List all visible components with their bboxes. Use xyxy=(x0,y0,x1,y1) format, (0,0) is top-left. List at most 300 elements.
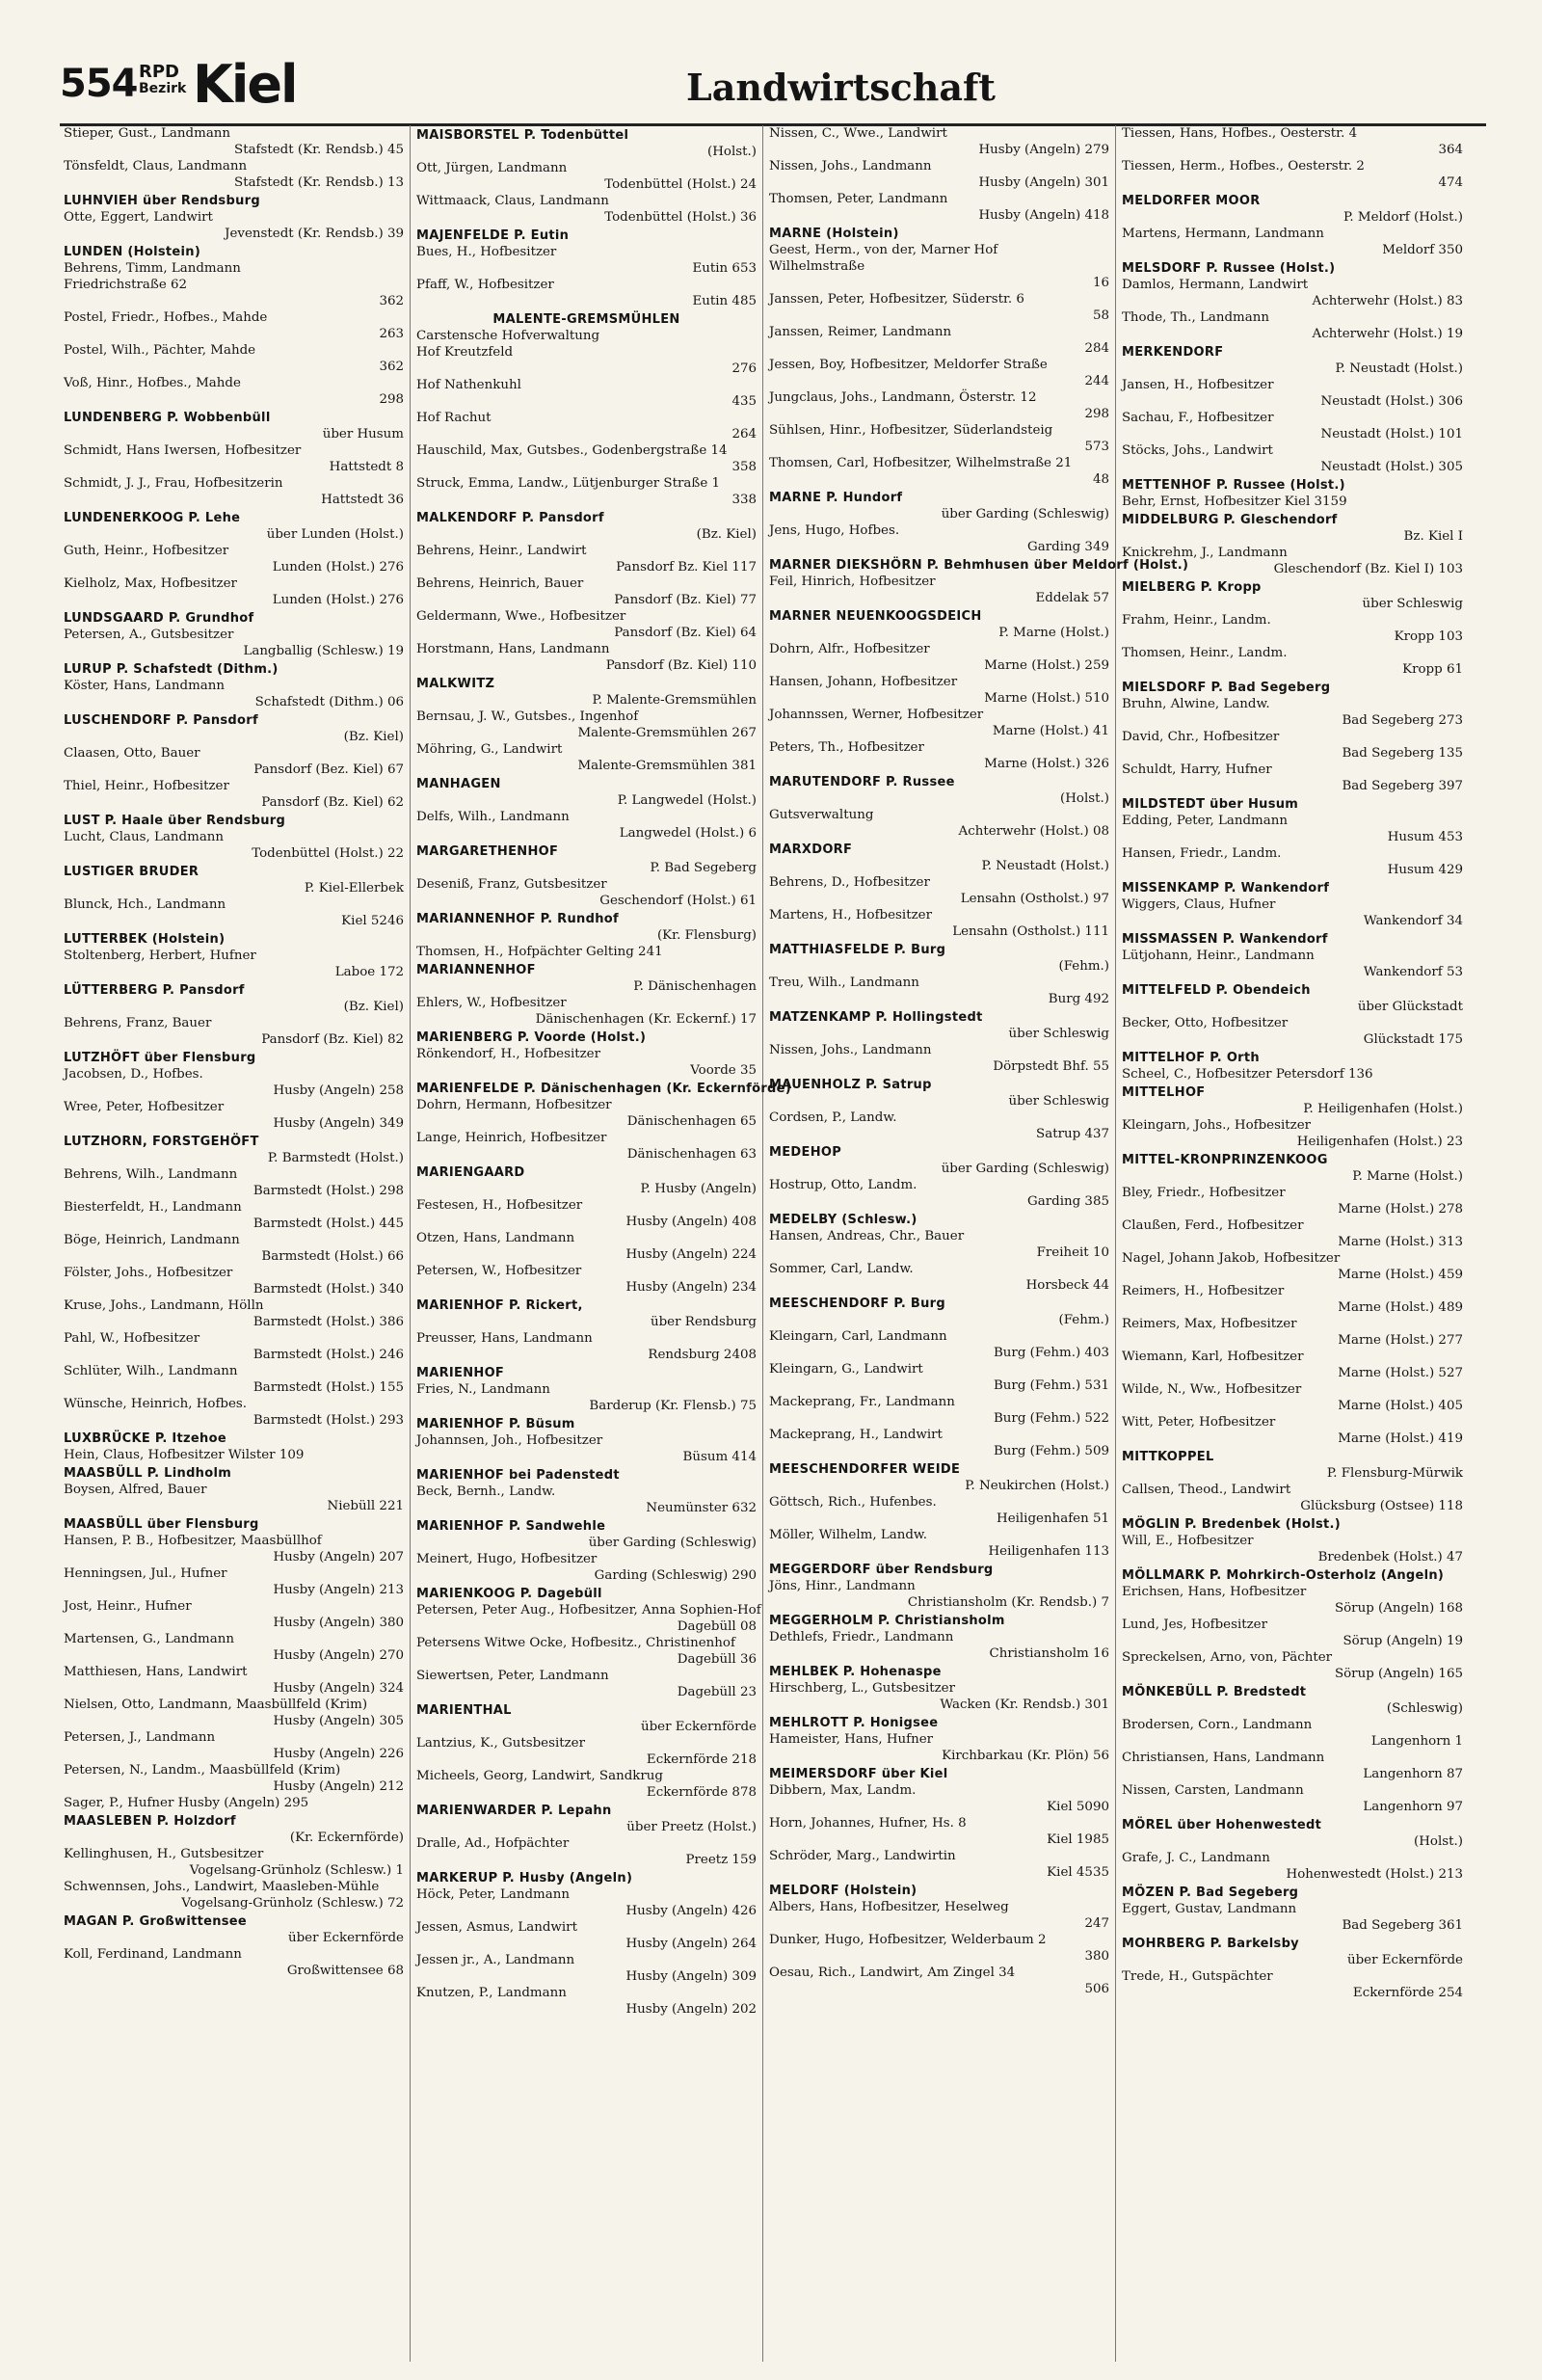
place-heading xyxy=(416,1416,757,1432)
place-name: LUNDENERKOOG P. Lehe xyxy=(64,511,241,525)
directory-entry xyxy=(1122,1117,1463,1134)
entry-location-phone: Pansdorf (Bez. Kiel) 67 xyxy=(253,762,404,777)
directory-entry xyxy=(64,1746,404,1762)
place-name: MARUTENDORF P. Russee xyxy=(769,775,955,789)
directory-entry xyxy=(769,1394,1109,1410)
entry-location-phone: 474 xyxy=(1438,175,1463,190)
entry-location-phone: P. Neustadt (Holst.) xyxy=(1335,361,1463,376)
directory-entry xyxy=(769,125,1109,142)
entry-name: Feil, Hinrich, Hofbesitzer xyxy=(769,575,936,589)
place-heading xyxy=(769,490,1109,506)
place-name: MALENTE-GREMSMÜHLEN xyxy=(492,312,680,327)
entry-name: Stoltenberg, Herbert, Hufner xyxy=(64,949,256,963)
entry-location-phone: Stafstedt (Kr. Rendsb.) 45 xyxy=(234,143,404,157)
directory-entry xyxy=(769,690,1109,707)
directory-column-2 xyxy=(411,125,791,2362)
entry-location-phone: Husby (Angeln) 234 xyxy=(625,1280,757,1295)
entry-location-phone: Kropp 61 xyxy=(1402,662,1463,677)
directory-entry xyxy=(64,1396,404,1412)
entry-location-phone: Barmstedt (Holst.) 445 xyxy=(253,1217,404,1231)
entry-location-phone: Marne (Holst.) 313 xyxy=(1338,1235,1463,1249)
place-name: MARNER NEUENKOOGSDEICH xyxy=(769,609,982,624)
entry-location-phone: P. Langwedel (Holst.) xyxy=(617,793,757,808)
directory-entry xyxy=(64,694,404,710)
directory-entry xyxy=(64,142,404,158)
entry-location-phone: 380 xyxy=(1084,1949,1109,1964)
entry-name: Grafe, J. C., Landmann xyxy=(1122,1851,1270,1865)
directory-entry xyxy=(64,459,404,475)
place-heading xyxy=(1122,680,1463,696)
entry-location-phone: über Rendsburg xyxy=(650,1315,757,1329)
place-heading xyxy=(769,608,1109,625)
directory-entry xyxy=(416,1903,757,1919)
directory-entry xyxy=(769,657,1109,674)
entry-location-phone: Husum 429 xyxy=(1387,863,1463,877)
place-name: MÖREL über Hohenwestedt xyxy=(1122,1818,1322,1832)
entry-location-phone: Wacken (Kr. Rendsb.) 301 xyxy=(940,1698,1109,1712)
directory-columns xyxy=(58,125,1494,2362)
directory-entry xyxy=(769,707,1109,723)
directory-entry xyxy=(416,1768,757,1784)
directory-entry xyxy=(1122,1766,1463,1782)
place-name: MARIANNENHOF xyxy=(416,963,536,977)
place-heading xyxy=(416,676,757,692)
place-name: MARGARETHENHOF xyxy=(416,844,559,859)
directory-entry xyxy=(1122,813,1463,829)
directory-entry xyxy=(769,975,1109,1007)
entry-location-phone: Todenbüttel (Holst.) 36 xyxy=(604,210,757,225)
entry-location-phone: 358 xyxy=(731,460,757,474)
entry-name: Hauschild, Max, Gutsbes., Godenbergstraße 14 xyxy=(416,443,728,458)
directory-entry xyxy=(416,1197,757,1214)
directory-entry xyxy=(769,1377,1109,1394)
place-heading xyxy=(64,1913,404,1930)
entry-location-phone: über Lunden (Holst.) xyxy=(266,527,404,542)
entry-name: Schlüter, Wilh., Landmann xyxy=(64,1364,238,1378)
directory-entry xyxy=(1122,1985,1463,2001)
directory-entry xyxy=(416,1181,757,1197)
directory-entry xyxy=(1122,964,1463,980)
place-name: MIELBERG P. Kropp xyxy=(1122,580,1262,595)
directory-entry xyxy=(769,958,1109,975)
place-heading xyxy=(64,244,404,260)
place-heading xyxy=(769,1009,1109,1026)
place-heading xyxy=(416,311,757,328)
directory-entry xyxy=(416,344,757,377)
directory-entry xyxy=(416,1347,757,1363)
entry-name: Jungclaus, Johs., Landmann, Österstr. 12 xyxy=(769,390,1037,405)
directory-entry xyxy=(769,1511,1109,1527)
directory-entry xyxy=(416,725,757,741)
entry-name: Kleingarn, G., Landwirt xyxy=(769,1362,923,1377)
directory-entry xyxy=(416,442,757,475)
directory-entry xyxy=(1122,393,1463,410)
entry-name: Schuldt, Harry, Hufner xyxy=(1122,762,1272,777)
entry-name: Petersen, N., Landm., Maasbüllfeld (Krim) xyxy=(64,1763,341,1778)
entry-name: Matthiesen, Hans, Landwirt xyxy=(64,1665,248,1679)
entry-name: Horstmann, Hans, Landmann xyxy=(416,642,610,656)
entry-name: Thomsen, Carl, Hofbesitzer, Wilhelmstraße 21 xyxy=(769,456,1073,470)
directory-entry xyxy=(1122,1185,1463,1201)
place-heading xyxy=(64,1431,404,1447)
entry-location-phone: P. Neustadt (Holst.) xyxy=(981,859,1109,873)
place-heading xyxy=(64,712,404,729)
directory-entry xyxy=(64,794,404,811)
entry-location-phone: Marne (Holst.) 459 xyxy=(1338,1268,1463,1282)
place-name: LUST P. Haale über Rendsburg xyxy=(64,814,286,828)
place-name: MARIENHOF P. Büsum xyxy=(416,1417,575,1431)
place-name: MEGGERHOLM P. Christiansholm xyxy=(769,1614,1005,1628)
directory-entry xyxy=(1122,1316,1463,1332)
place-name: MARIENWARDER P. Lepahn xyxy=(416,1804,612,1818)
entry-location-phone: über Eckernförde xyxy=(640,1720,757,1734)
entry-name: Höck, Peter, Landmann xyxy=(416,1887,570,1902)
entry-location-phone: Sörup (Angeln) 165 xyxy=(1334,1667,1463,1681)
entry-name: Möhring, G., Landwirt xyxy=(416,742,563,757)
directory-column-4 xyxy=(1116,125,1469,2362)
place-name: MITTELHOF P. Orth xyxy=(1122,1051,1260,1065)
directory-entry xyxy=(64,1379,404,1396)
entry-name: Gutsverwaltung xyxy=(769,808,874,822)
directory-entry xyxy=(769,823,1109,840)
entry-location-phone: 58 xyxy=(1092,308,1109,323)
entry-location-phone: Burg (Fehm.) 531 xyxy=(993,1378,1109,1393)
entry-location-phone: Lunden (Holst.) 276 xyxy=(272,593,404,607)
entry-location-phone: 244 xyxy=(1084,374,1109,388)
directory-entry xyxy=(416,410,757,442)
entry-location-phone: Malente-Gremsmühlen 381 xyxy=(577,759,757,773)
entry-location-phone: Christiansholm 16 xyxy=(989,1646,1109,1661)
entry-name: Deseniß, Franz, Gutsbesitzer xyxy=(416,877,607,892)
directory-entry xyxy=(769,258,1109,291)
entry-location-phone: Husby (Angeln) 324 xyxy=(273,1681,404,1696)
directory-entry xyxy=(769,242,1109,258)
entry-name: Wünsche, Heinrich, Hofbes. xyxy=(64,1397,248,1411)
directory-entry xyxy=(64,1066,404,1083)
entry-name: Hein, Claus, Hofbesitzer Wilster 109 xyxy=(64,1448,305,1462)
entry-name: Pahl, W., Hofbesitzer xyxy=(64,1331,200,1346)
directory-entry xyxy=(64,1729,404,1746)
entry-location-phone: Achterwehr (Holst.) 08 xyxy=(958,824,1109,839)
directory-entry xyxy=(416,1784,757,1801)
directory-entry xyxy=(1122,1917,1463,1934)
directory-entry xyxy=(1122,712,1463,729)
entry-location-phone: Wankendorf 34 xyxy=(1363,914,1463,928)
directory-entry xyxy=(1122,158,1463,191)
entry-location-phone: P. Malente-Gremsmühlen xyxy=(592,693,757,708)
directory-entry xyxy=(416,1449,757,1465)
directory-entry xyxy=(769,422,1109,455)
entry-location-phone: P. Meldorf (Holst.) xyxy=(1343,210,1463,225)
entry-name: Tönsfeldt, Claus, Landmann xyxy=(64,159,248,174)
place-name: LUTZHÖFT über Flensburg xyxy=(64,1051,256,1065)
directory-entry xyxy=(64,845,404,862)
directory-entry xyxy=(1122,1031,1463,1048)
place-heading xyxy=(416,1702,757,1719)
directory-entry xyxy=(1122,1134,1463,1150)
entry-location-phone: Pansdorf Bz. Kiel 117 xyxy=(616,560,757,575)
entry-name: Witt, Peter, Hofbesitzer xyxy=(1122,1415,1276,1430)
entry-name: Oesau, Rich., Landwirt, Am Zingel 34 xyxy=(769,1966,1016,1980)
bezirk-label: Bezirk xyxy=(139,81,187,96)
entry-name: Lange, Heinrich, Hofbesitzer xyxy=(416,1131,607,1145)
place-heading xyxy=(1122,477,1463,494)
place-heading xyxy=(1122,1152,1463,1168)
entry-location-phone: 247 xyxy=(1084,1916,1109,1931)
directory-entry xyxy=(64,492,404,508)
directory-entry xyxy=(1122,1968,1463,1985)
directory-entry xyxy=(416,1852,757,1868)
entry-name: Schmidt, J. J., Frau, Hofbesitzerin xyxy=(64,476,283,491)
directory-entry xyxy=(64,543,404,559)
entry-location-phone: Eckernförde 218 xyxy=(646,1752,757,1767)
entry-name: Sager, P., Hufner Husby (Angeln) 295 xyxy=(64,1796,309,1810)
directory-entry xyxy=(769,641,1109,657)
directory-entry xyxy=(1122,1782,1463,1799)
entry-location-phone: Burg 492 xyxy=(1048,992,1109,1006)
directory-entry xyxy=(1122,309,1463,326)
entry-location-phone: (Kr. Flensburg) xyxy=(656,928,757,943)
directory-entry xyxy=(416,876,757,893)
directory-entry xyxy=(769,874,1109,891)
place-name: MOHRBERG P. Barkelsby xyxy=(1122,1937,1299,1951)
entry-name: Beck, Bernh., Landw. xyxy=(416,1484,556,1499)
entry-location-phone: über Schleswig xyxy=(1008,1094,1109,1109)
place-name: MISSENKAMP P. Wankendorf xyxy=(1122,881,1330,896)
entry-location-phone: Marne (Holst.) 277 xyxy=(1338,1333,1463,1348)
entry-location-phone: (Bz. Kiel) xyxy=(343,1000,404,1014)
directory-entry xyxy=(416,559,757,575)
directory-entry xyxy=(64,1647,404,1664)
entry-location-phone: Husby (Angeln) 207 xyxy=(273,1550,404,1564)
entry-location-phone: Husby (Angeln) 264 xyxy=(625,1937,757,1951)
entry-name: Albers, Hans, Hofbesitzer, Heselweg xyxy=(769,1900,1009,1914)
place-name: MARIENHOF P. Sandwehle xyxy=(416,1519,606,1534)
place-name: MEIMERSDORF über Kiel xyxy=(769,1767,948,1781)
entry-name: Petersens Witwe Ocke, Hofbesitz., Christinenhof xyxy=(416,1636,735,1650)
directory-entry xyxy=(416,809,757,825)
place-heading xyxy=(416,510,757,526)
entry-location-phone: 16 xyxy=(1092,276,1109,290)
entry-location-phone: Marne (Holst.) 527 xyxy=(1338,1366,1463,1380)
directory-entry xyxy=(1122,1633,1463,1649)
entry-location-phone: Husby (Angeln) 426 xyxy=(625,1904,757,1918)
directory-entry xyxy=(416,1835,757,1852)
directory-entry xyxy=(64,1183,404,1199)
entry-name: Trede, H., Gutspächter xyxy=(1122,1969,1273,1984)
directory-entry xyxy=(64,643,404,659)
directory-entry xyxy=(64,1150,404,1166)
entry-name: Behrens, Heinrich, Bauer xyxy=(416,576,584,591)
directory-entry xyxy=(1122,561,1463,577)
entry-location-phone: 298 xyxy=(1084,407,1109,421)
entry-location-phone: Laboe 172 xyxy=(334,965,404,979)
entry-location-phone: 362 xyxy=(379,360,404,374)
place-heading xyxy=(416,1870,757,1886)
entry-location-phone: 573 xyxy=(1084,440,1109,454)
directory-entry xyxy=(416,209,757,226)
entry-name: Carstensche Hofverwaltung xyxy=(416,329,600,343)
entry-location-phone: über Husum xyxy=(322,427,404,441)
entry-location-phone: Neumünster 632 xyxy=(646,1501,757,1515)
directory-entry xyxy=(64,1482,404,1514)
entry-name: Mackeprang, Fr., Landmann xyxy=(769,1395,955,1409)
entry-name: Claasen, Otto, Bauer xyxy=(64,746,200,761)
entry-location-phone: 435 xyxy=(731,394,757,409)
entry-name: Hof Rachut xyxy=(416,411,492,425)
entry-location-phone: Langwedel (Holst.) 6 xyxy=(619,826,757,841)
entry-name: Nagel, Johann Jakob, Hofbesitzer xyxy=(1122,1251,1341,1266)
entry-name: Jessen, Boy, Hofbesitzer, Meldorfer Straße xyxy=(769,358,1048,372)
entry-location-phone: P. Husby (Angeln) xyxy=(640,1182,757,1196)
entry-location-phone: Husby (Angeln) 213 xyxy=(273,1583,404,1597)
entry-name: Petersen, J., Landmann xyxy=(64,1730,216,1745)
entry-name: Dohrn, Hermann, Hofbesitzer xyxy=(416,1098,612,1112)
entry-name: Hansen, Johann, Hofbesitzer xyxy=(769,675,958,689)
directory-entry xyxy=(416,1062,757,1079)
directory-entry xyxy=(64,1199,404,1216)
entry-name: Biesterfeldt, H., Landmann xyxy=(64,1200,242,1215)
entry-location-phone: Barmstedt (Holst.) 155 xyxy=(253,1380,404,1395)
directory-entry xyxy=(64,592,404,608)
entry-location-phone: P. Barmstedt (Holst.) xyxy=(267,1151,404,1165)
entry-location-phone: Marne (Holst.) 278 xyxy=(1338,1202,1463,1217)
page-number: 554 xyxy=(60,62,138,106)
directory-entry xyxy=(64,1930,404,1946)
directory-entry xyxy=(1122,242,1463,258)
entry-location-phone: 364 xyxy=(1438,143,1463,157)
entry-location-phone: Niebüll 221 xyxy=(327,1499,404,1513)
directory-entry xyxy=(769,807,1109,823)
directory-entry xyxy=(64,475,404,492)
entry-name: Lucht, Claus, Landmann xyxy=(64,830,225,844)
entry-location-phone: Bredenbek (Holst.) 47 xyxy=(1317,1550,1463,1564)
entry-name: Horn, Johannes, Hufner, Hs. 8 xyxy=(769,1816,967,1831)
directory-entry xyxy=(64,158,404,174)
place-heading xyxy=(64,931,404,948)
entry-location-phone: Sörup (Angeln) 168 xyxy=(1334,1601,1463,1616)
entry-location-phone: Barmstedt (Holst.) 246 xyxy=(253,1348,404,1362)
directory-entry xyxy=(769,1261,1109,1294)
entry-location-phone: über Garding (Schleswig) xyxy=(588,1536,757,1550)
entry-location-phone: Geschendorf (Holst.) 61 xyxy=(599,894,757,908)
place-name: MARIENHOF bei Padenstedt xyxy=(416,1468,620,1483)
directory-entry xyxy=(769,1543,1109,1560)
entry-name: Nissen, Johs., Landmann xyxy=(769,159,932,174)
entry-location-phone: Lunden (Holst.) 276 xyxy=(272,560,404,575)
entry-location-phone: Eddelak 57 xyxy=(1035,591,1109,605)
directory-entry xyxy=(769,923,1109,940)
directory-entry xyxy=(416,944,757,960)
entry-name: Jens, Hugo, Hofbes. xyxy=(769,523,900,538)
entry-name: Preusser, Hans, Landmann xyxy=(416,1331,593,1346)
entry-location-phone: Pansdorf (Bz. Kiel) 64 xyxy=(614,626,757,640)
directory-entry xyxy=(1122,545,1463,561)
entry-name: Thode, Th., Landmann xyxy=(1122,310,1269,325)
entry-location-phone: P. Flensburg-Mürwik xyxy=(1326,1466,1463,1481)
entry-name: Wiemann, Karl, Hofbesitzer xyxy=(1122,1350,1304,1364)
directory-entry xyxy=(64,1795,404,1811)
directory-entry xyxy=(416,1146,757,1163)
entry-name: Dunker, Hugo, Hofbesitzer, Welderbaum 2 xyxy=(769,1933,1047,1947)
entry-name: Behrens, Timm, Landmann xyxy=(64,261,241,276)
entry-name: Delfs, Wilh., Landmann xyxy=(416,810,570,824)
place-heading xyxy=(416,1467,757,1484)
entry-location-phone: Eckernförde 254 xyxy=(1352,1986,1463,2000)
directory-entry xyxy=(769,574,1109,590)
entry-name: Blunck, Hch., Landmann xyxy=(64,897,226,912)
entry-location-phone: Pansdorf (Bz. Kiel) 62 xyxy=(261,795,404,810)
directory-entry xyxy=(416,526,757,543)
place-name: MÖNKEBÜLL P. Bredstedt xyxy=(1122,1685,1307,1699)
directory-entry xyxy=(64,1615,404,1631)
place-name: MISSMASSEN P. Wankendorf xyxy=(1122,932,1328,947)
entry-name: Martens, H., Hofbesitzer xyxy=(769,908,932,923)
directory-entry xyxy=(1122,1617,1463,1633)
entry-location-phone: Todenbüttel (Holst.) 22 xyxy=(252,846,404,861)
place-heading xyxy=(1122,260,1463,277)
place-name: LUNDSGAARD P. Grundhof xyxy=(64,611,254,626)
directory-entry xyxy=(64,309,404,342)
directory-entry xyxy=(1122,999,1463,1015)
place-heading xyxy=(416,1365,757,1381)
place-heading xyxy=(1122,193,1463,209)
directory-entry xyxy=(416,1130,757,1146)
directory-entry xyxy=(1122,1717,1463,1733)
directory-entry xyxy=(1122,1332,1463,1349)
entry-location-phone: (Fehm.) xyxy=(1058,1313,1109,1327)
place-name: MÖZEN P. Bad Segeberg xyxy=(1122,1885,1299,1900)
directory-entry xyxy=(64,1115,404,1132)
entry-location-phone: (Holst.) xyxy=(1414,1834,1463,1849)
place-heading xyxy=(64,1516,404,1533)
entry-location-phone: Barmstedt (Holst.) 66 xyxy=(261,1249,404,1264)
directory-entry xyxy=(64,1216,404,1232)
directory-entry xyxy=(64,1297,404,1314)
directory-entry xyxy=(416,1484,757,1500)
entry-name: Stöcks, Johs., Landwirt xyxy=(1122,443,1273,458)
entry-location-phone: Achterwehr (Holst.) 19 xyxy=(1312,327,1463,341)
entry-location-phone: Kiel 1985 xyxy=(1047,1832,1109,1847)
directory-entry xyxy=(416,1214,757,1230)
place-heading xyxy=(769,1715,1109,1731)
directory-entry xyxy=(769,1594,1109,1611)
place-heading xyxy=(769,1613,1109,1629)
place-name: MARIENBERG P. Voorde (Holst.) xyxy=(416,1030,647,1045)
directory-entry xyxy=(416,995,757,1011)
place-heading xyxy=(1122,1936,1463,1952)
directory-entry xyxy=(64,948,404,964)
directory-entry xyxy=(64,260,404,277)
directory-entry xyxy=(416,692,757,709)
directory-entry xyxy=(64,426,404,442)
directory-entry xyxy=(1122,277,1463,293)
place-name: MITTELFELD P. Obendeich xyxy=(1122,983,1311,998)
entry-location-phone: Barmstedt (Holst.) 386 xyxy=(253,1315,404,1329)
place-heading xyxy=(64,661,404,678)
entry-name: Rönkendorf, H., Hofbesitzer xyxy=(416,1047,601,1061)
entry-location-phone: Jevenstedt (Kr. Rendsb.) 39 xyxy=(225,227,404,241)
place-heading xyxy=(64,610,404,627)
place-heading xyxy=(769,1461,1109,1478)
entry-name: Siewertsen, Peter, Landmann xyxy=(416,1669,609,1683)
directory-entry xyxy=(416,328,757,344)
entry-location-phone: Dänischenhagen 65 xyxy=(626,1114,757,1129)
place-heading xyxy=(769,1664,1109,1680)
directory-entry xyxy=(64,1598,404,1615)
directory-entry xyxy=(1122,326,1463,342)
directory-entry xyxy=(64,880,404,896)
